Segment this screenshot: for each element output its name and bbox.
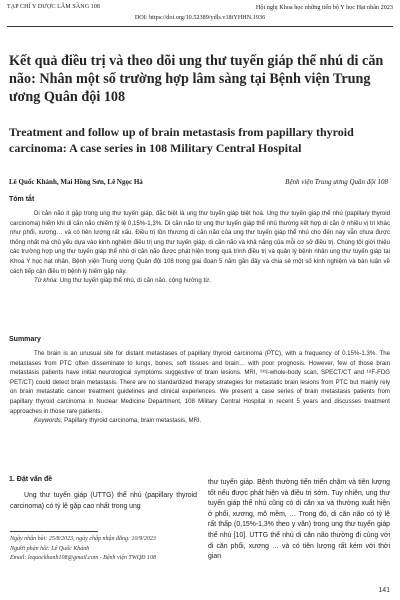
footnote-email: Email: lequockhanh108@gmail.com - Bệnh viện TWQĐ 108 xyxy=(10,555,156,561)
keywords-vi xyxy=(10,276,390,286)
intro-left-text: Ung thư tuyến giáp (UTTG) thể nhú (papillary thyroid carcinoma) có tỷ lệ gặp cao nhất trong ung xyxy=(10,492,197,510)
footnote-dates: Ngày nhận bài: 25/8/2023, ngày chấp nhận đăng: 10/9/2023 xyxy=(10,536,156,542)
abstract-english xyxy=(10,349,390,426)
abstract-vi-heading: Tóm tắt xyxy=(9,196,35,203)
abstract-en-heading: Summary xyxy=(9,336,41,343)
abstract-vietnamese xyxy=(10,209,390,286)
author-list: Lê Quốc Khánh, Mai Hồng Sơn, Lê Ngọc Hà xyxy=(9,178,143,186)
conference-name: Hội nghị Khoa học những tiến bộ Y học Hạt nhân 2023 xyxy=(255,4,393,11)
intro-right-text: thư tuyến giáp. Bệnh thường tiến triển chậm và tiên lượng tốt nếu được phát hiện và điều trị sớm. Tuy nhiên, ung thư tuyến giáp thể nhú cũng có di căn xa và thường xuất hiện ở phổi, xương, mô mềm, … Trong đó, di căn não có tỷ lệ rất thấp (0,15%-1,3% theo y văn) trong ung thư tuyến giáp thể nhú [10]. UTTG thể nhú di căn não thường đi cùng với di căn phổi, xương … và có tiên lượng rất kém với thời gian xyxy=(208,479,390,561)
page-number: 141 xyxy=(378,587,390,594)
abstract-vi-body: Di căn não ít gặp trong ung thư tuyến giáp, đặc biệt là ung thư tuyến giáp biệt hoá. Ung thư tuyến giáp thể nhú (papillary thyroid carcinoma) hiếm khi di căn não chiếm tỷ lệ 0,15%-1,3%. Di căn não từ ung thư tuyến giáp thể nhú thường kết hợp di căn ở nhiều vị trí khác như phổi, xương… và có tiên lượng rất xấu. Điều trị tồn thương di căn não của ung thư tuyến giáp thể nhú cho đến nay vẫn chưa được thống nhất mà chủ yếu dựa vào kinh nghiệm điều trị ung thư tuyến giáp, di căn não và khả năng của mỗi cơ sở điều trị. Chúng tôi giới thiệu các trường hợp ung thư tuyến giáp thể nhú di căn não được phát hiện trong quá trình điều trị và quản lý bệnh nhân ung thư tuyến giáp tại Khoa Y học hạt nhân, Bệnh viện Trung ương Quân đội 108 trong giai đoạn 5 năm gần đây và chia sẻ một số kinh nghiệm và bàn luận về cách tiếp cận điều trị bệnh lý hiếm gặp này. xyxy=(10,210,390,275)
author-affiliation: Bệnh viện Trung ương Quân đội 108 xyxy=(285,178,388,186)
journal-name: TẠP CHÍ Y DƯỢC LÂM SÀNG 108 xyxy=(7,4,101,10)
keywords-en-text: Papillary thyroid carcinoma, brain metastasis, MRI. xyxy=(64,417,202,425)
abstract-en-body: The brain is an unusual site for distant metastases of papillary thyroid carcinoma (PTC), with a frequency of 0.15%-1.3%. The metastases from PTC often disseminate to lungs, bones, soft tissues and brain… with poor prognosis. However, few of those brain metastasis patients have initial neurological symptoms suggestive of brain lesions. MRI, ¹³¹I-whole-body scan, SPECT/CT and ¹⁸F-FDG PET/CT) could detect brain metastasis. There are no standardized therapy strategies for metastatic brain lesions from PTC but mainly rely on brain metastatic cancer treatment guidelines and clinical experiences. We present a case series of brain metastasis patients from papillary thyroid carcinoma in Nuclear Medicine Department, 108 Military Central Hospital in recent 5 years and discusses treatment approaches in those rare patients. xyxy=(10,350,390,415)
header-divider xyxy=(7,26,393,27)
keywords-en-label: Keywords: xyxy=(34,417,63,425)
doi-link[interactable]: DOI: https://doi.org/10.52389/ydls.v18iYHHN.1936 xyxy=(134,14,266,21)
footnote-corresponding: Người phản hồi: Lê Quốc Khánh xyxy=(10,545,90,552)
keywords-en xyxy=(10,416,390,426)
introduction-heading: 1. Đặt vấn đề xyxy=(9,476,53,483)
intro-column-right xyxy=(208,478,390,563)
footnote xyxy=(10,535,197,564)
title-english: Treatment and follow up of brain metastasis from papillary thyroid carcinoma: A case series in 108 Military Central Hospital xyxy=(9,125,354,155)
keywords-vi-text: Ung thư tuyến giáp thể nhú, di căn não, cộng hưởng từ. xyxy=(59,277,211,285)
page-header xyxy=(7,4,393,30)
title-vietnamese: Kết quả điều trị và theo dõi ung thư tuyến giáp thể nhú di căn não: Nhân một số trường hợp lâm sàng tại Bệnh viện Trung ương Quân đội 108 xyxy=(9,53,384,105)
intro-column-left xyxy=(10,491,197,512)
footnote-divider xyxy=(10,531,98,532)
keywords-vi-label: Từ khóa: xyxy=(34,277,59,285)
